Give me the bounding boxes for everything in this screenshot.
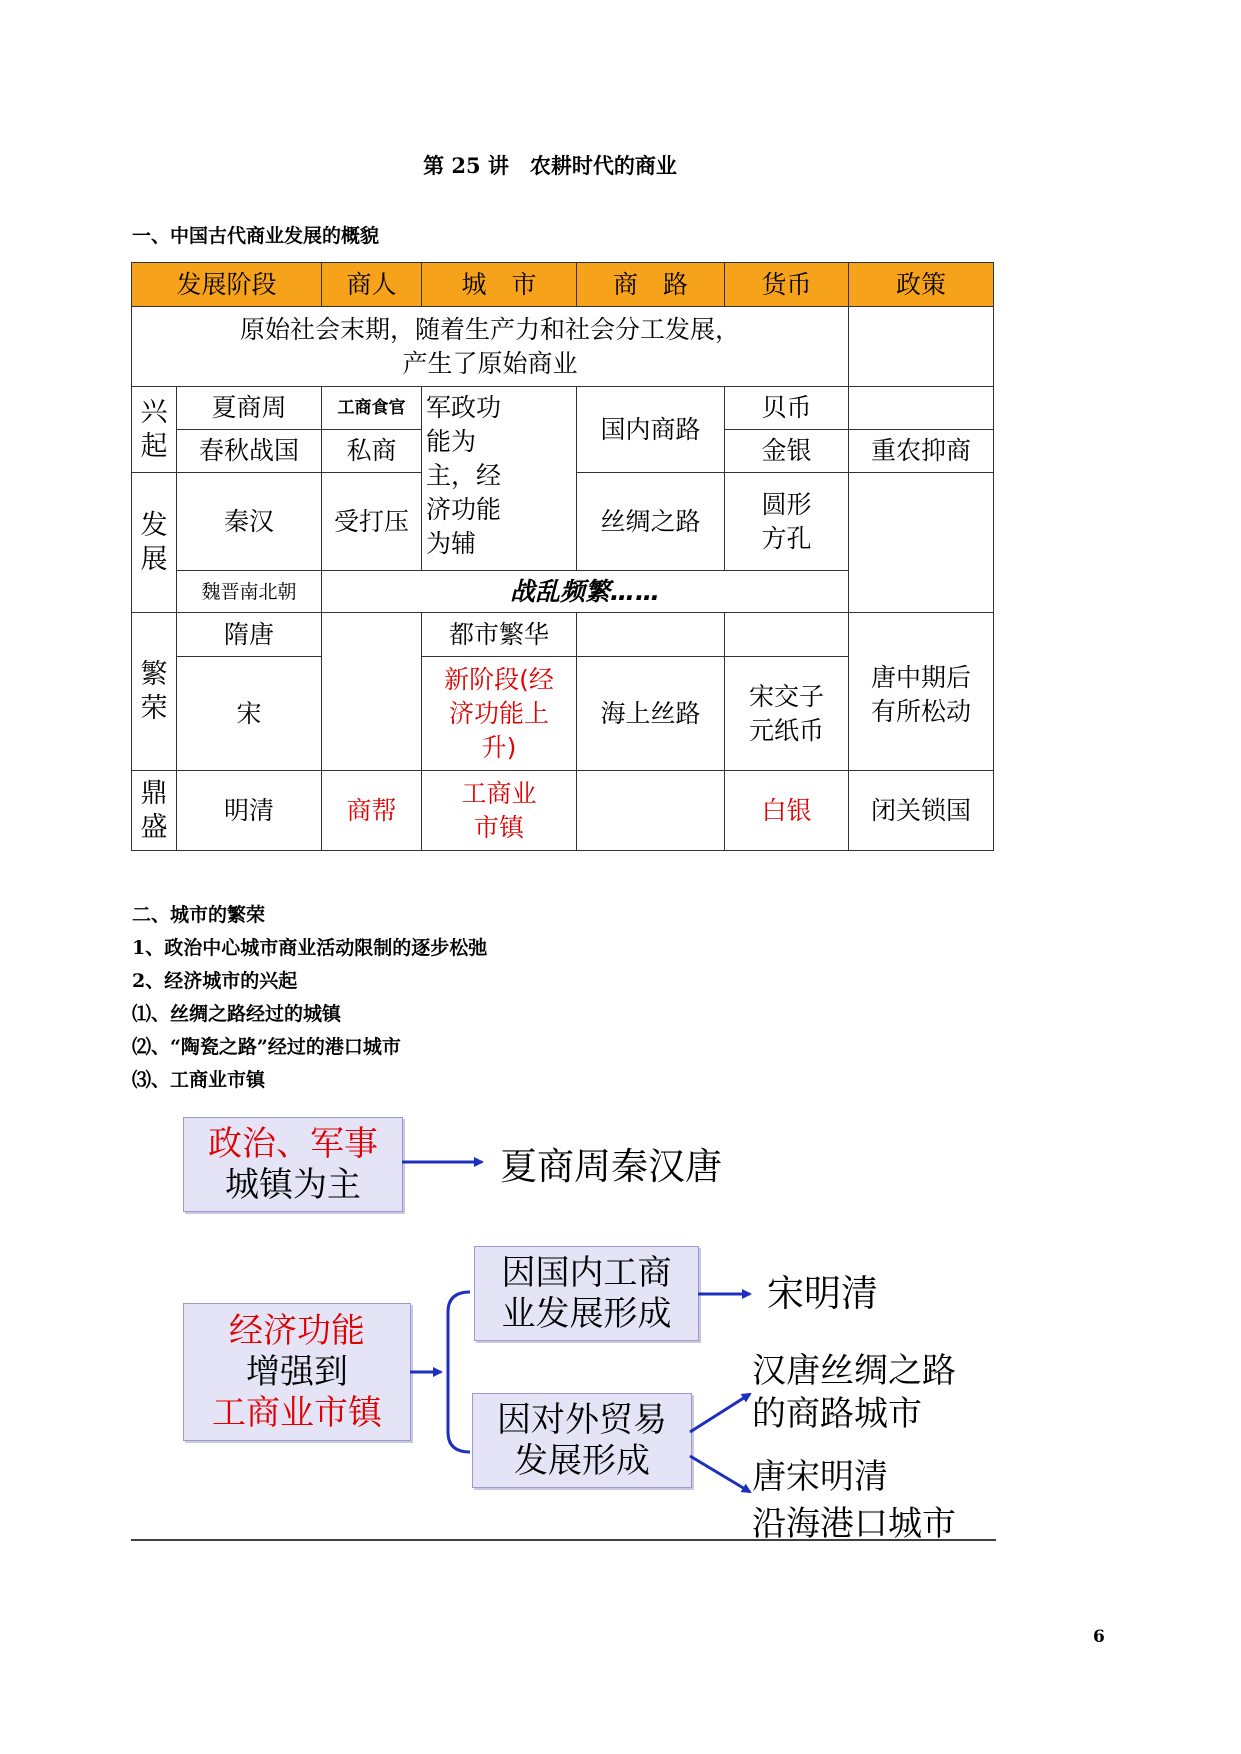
box2-black-text: 增强到	[246, 1351, 348, 1392]
text-early-dynasties: 夏商周秦汉唐	[500, 1145, 722, 1188]
policy-early: 重农抑商	[849, 430, 994, 473]
period-xia-shang-zhou: 夏商周	[177, 387, 322, 430]
stage-develop: 发 展	[132, 473, 177, 613]
header-city: 城 市	[422, 263, 577, 307]
box-domestic: 因国内工商 业发展形成	[474, 1246, 699, 1341]
policy-mid: 唐中期后 有所松动	[849, 613, 994, 771]
war-frequent: 战乱频繁……	[322, 571, 849, 613]
period-mingqing: 明清	[177, 771, 322, 851]
currency-silver: 白银	[725, 771, 849, 851]
period-weijin: 魏晋南北朝	[177, 571, 322, 613]
period-song: 宋	[177, 657, 322, 771]
text-port-cities: 唐宋明清 沿海港口城市	[752, 1457, 956, 1544]
section2-line: 1、政治中心城市商业活动限制的逐步松弛	[132, 937, 488, 959]
header-currency: 货币	[725, 263, 849, 307]
header-policy: 政策	[849, 263, 994, 307]
policy-closed: 闭关锁国	[849, 771, 994, 851]
city-new-stage: 新阶段(经 济功能上 升)	[422, 657, 577, 771]
section2-line: 2、经济城市的兴起	[132, 970, 298, 992]
header-merchant: 商人	[322, 263, 422, 307]
section2-line: ⑶、工商业市镇	[132, 1069, 266, 1091]
road-silk: 丝绸之路	[577, 473, 725, 571]
box2-red-text: 经济功能	[229, 1310, 365, 1351]
stage-rise: 兴 起	[132, 387, 177, 473]
currency-gold-silver: 金银	[725, 430, 849, 473]
text-silk-road-cities: 汉唐丝绸之路 的商路城市	[752, 1351, 956, 1434]
currency-paper: 宋交子 元纸币	[725, 657, 849, 771]
stage-peak: 鼎 盛	[132, 771, 177, 851]
merchant-guilds: 商帮	[322, 771, 422, 851]
city-prosper: 都市繁华	[422, 613, 577, 657]
section2-line: ⑴、丝绸之路经过的城镇	[132, 1003, 342, 1025]
section1-heading: 一、中国古代商业发展的概貌	[132, 225, 380, 247]
arrow-to-silk-road	[690, 1394, 750, 1432]
page-number: 6	[1093, 1627, 1105, 1647]
road-sea-silk: 海上丝路	[577, 657, 725, 771]
origin-cell: 原始社会末期，随着生产力和社会分工发展， 产生了原始商业	[132, 307, 849, 387]
city-early: 军政功 能为 主，经 济功能 为辅	[422, 387, 577, 571]
merchant-suppressed: 受打压	[322, 473, 422, 571]
header-stage: 发展阶段	[132, 263, 322, 307]
road-domestic: 国内商路	[577, 387, 725, 473]
text-song-ming-qing: 宋明清	[767, 1272, 878, 1315]
box1-red-text: 政治、军事	[208, 1123, 378, 1164]
merchant-gssg: 工商食官	[322, 387, 422, 430]
bracket	[448, 1292, 470, 1452]
period-chunqiu: 春秋战国	[177, 430, 322, 473]
section2-heading: 二、城市的繁荣	[132, 904, 266, 926]
page-title: 第 25 讲 农耕时代的商业	[423, 153, 677, 178]
stage-prosper: 繁 荣	[132, 613, 177, 771]
header-road: 商 路	[577, 263, 725, 307]
period-qinhan: 秦汉	[177, 473, 322, 571]
period-suitang: 隋唐	[177, 613, 322, 657]
box2-red-text: 工商业市镇	[212, 1392, 382, 1433]
box1-black-text: 城镇为主	[225, 1164, 361, 1205]
box-foreign-trade: 因对外贸易 发展形成	[472, 1393, 692, 1488]
city-market-towns: 工商业 市镇	[422, 771, 577, 851]
arrow-to-ports	[690, 1456, 750, 1492]
currency-shell: 贝币	[725, 387, 849, 430]
section2-line: ⑵、“陶瓷之路”经过的港口城市	[132, 1036, 401, 1058]
merchant-private: 私商	[322, 430, 422, 473]
currency-round-coin: 圆形 方孔	[725, 473, 849, 571]
